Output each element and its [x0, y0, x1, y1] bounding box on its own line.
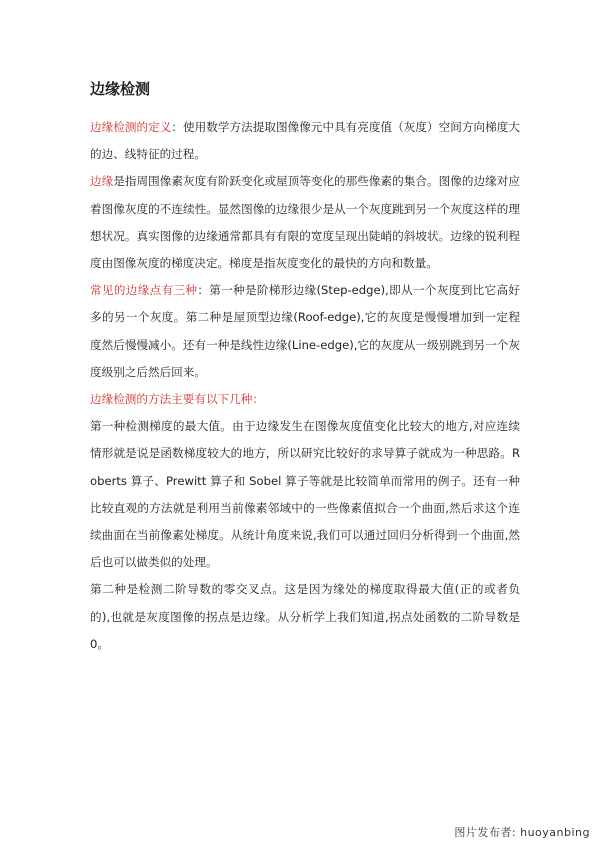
paragraph-method-one: 第一种检测梯度的最大值。由于边缘发生在图像灰度值变化比较大的地方,对应连续情形就是说是函数梯度较大的地方，所以研究比较好的求导算子就成为一种思路。Roberts 算子、Prewitt 算子和 Sobel 算子等就是比较简单而常用的例子。还有一种比较直观的方法就是利用当前像素邻域中的一些像素值拟合一个曲面,然后求这个连续曲面在当前像素处梯度。从统计角度来说,我们可以通过回归分析得到一个曲面,然后也可以做类似的处理。: [90, 419, 520, 570]
document-body: [90, 78, 520, 658]
paragraph-definition: [90, 114, 520, 168]
page-title: 边缘检测: [90, 80, 151, 98]
paragraph-edge: [90, 168, 520, 277]
edge-types-text: ：第一种是阶梯形边缘(Step-edge),即从一个灰度到比它高好多的另一个灰度。第二种是屋顶型边缘(Roof-edge),它的灰度是慢慢增加到一定程度然后慢慢减小。还有一种是线性边缘(Line-edge),它的灰度从一级别跳到另一个灰度级别之后然后回来。: [90, 283, 520, 379]
definition-text: ：使用数学方法提取图像像元中具有亮度值（灰度）空间方向梯度大的边、线特征的过程。: [90, 120, 520, 162]
edge-text: 是指周围像素灰度有阶跃变化或屋顶等变化的那些像素的集合。图像的边缘对应着图像灰度的不连续性。显然图像的边缘很少是从一个灰度跳到另一个灰度这样的理想状况。真实图像的边缘通常都具有有限的宽度呈现出陡峭的斜坡状。边缘的锐利程度由图像灰度的梯度决定。梯度是指灰度变化的最快的方向和数量。: [90, 174, 520, 271]
edge-heading: 边缘: [90, 174, 114, 189]
paragraph-method-two: 第二种是检测二阶导数的零交叉点。这是因为缘处的梯度取得最大值(正的或者负的),也就是灰度图像的拐点是边缘。从分析学上我们知道,拐点处函数的二阶导数是 0。: [90, 582, 520, 651]
methods-heading: 边缘检测的方法主要有以下几种：: [90, 392, 264, 407]
paragraph-methods-heading: [90, 386, 520, 413]
edge-types-heading: 常见的边缘点有三种: [90, 283, 198, 298]
paragraph-edge-types: [90, 277, 520, 386]
definition-heading: 边缘检测的定义: [90, 120, 172, 134]
publisher-watermark: 图片发布者: huoyanbing: [454, 826, 590, 839]
